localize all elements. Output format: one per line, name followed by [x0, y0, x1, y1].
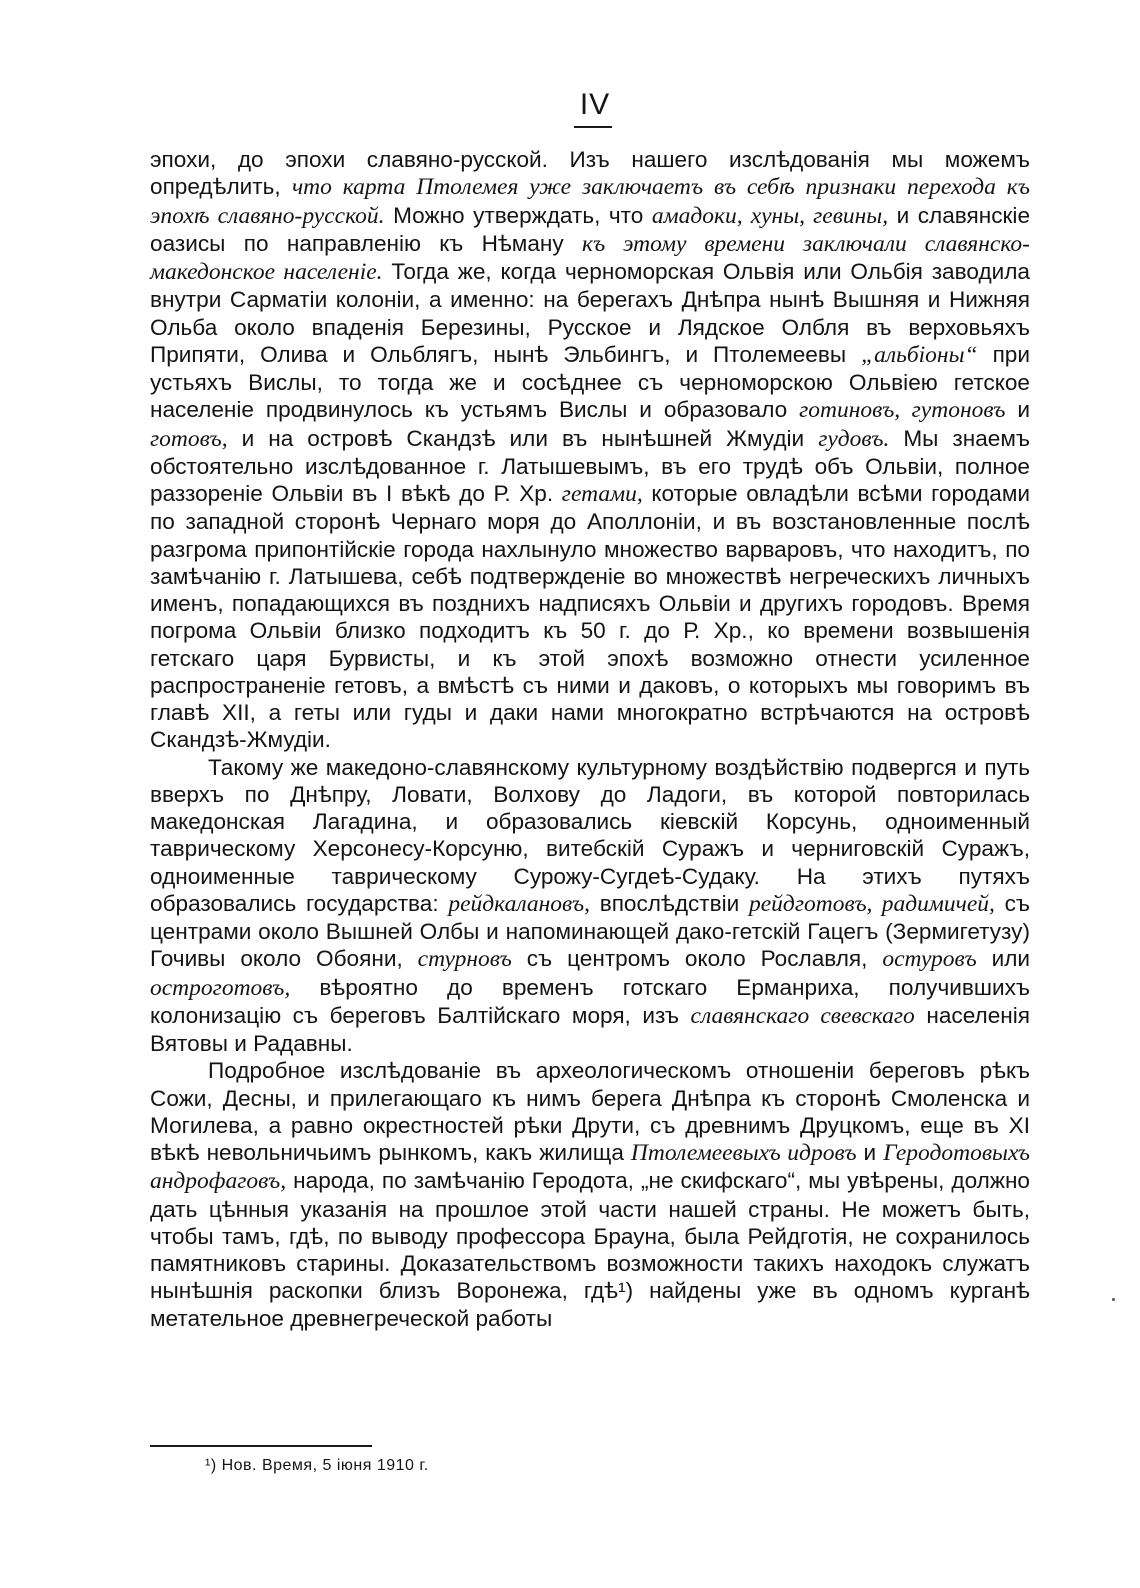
- text-run: и на островѣ Скандзѣ или въ нынѣшней Жмудіи: [227, 425, 819, 451]
- body-text: [150, 146, 1030, 1332]
- footnote-divider: [150, 1445, 372, 1447]
- footnote: ¹) Нов. Время, 5 іюня 1910 г.: [205, 1457, 429, 1474]
- text-run: Можно утверждать, что: [384, 202, 652, 228]
- text-run: Такому же македоно-славянскому культурному воздѣйствію подвергся и путь вверхъ по Днѣпру, Ловати, Волхову до Ладоги, въ которой повторилась македонская Лагадина, и образовались кіевскій Корсунь, одноименный таврическому Херсонесу-Корсуню, витебскій Суражъ и черниговскій Суражъ, одноименные таврическому Сурожу-Сугдеѣ-Судаку. На этихъ путяхъ образовались государства:: [150, 754, 1030, 916]
- text-run: Тогда же, когда черноморская Ольвія или Ольбія заводила внутри Сарматіи колоніи, а именно: на берегахъ Днѣпра нынѣ Вышняя и Нижняя Ольба около впаденія Березины, Русское и Лядское Олбля въ верховьяхъ Припяти, Олива и Ольблягъ, нынѣ Эльбингъ, и Птолемеевы: [150, 259, 1030, 367]
- italic-run: къ этому времени заключали славянско-македонское населеніе.: [150, 230, 1030, 285]
- italic-run: что карта Птолемея уже заключаетъ въ себѣ признаки перехода къ эпохѣ славяно-русской.: [150, 174, 1030, 229]
- text-run: вѣроятно до временъ готскаго Ерманриха, получившихъ колонизацію съ береговъ Балтійскаго моря, изъ: [150, 974, 1030, 1028]
- italic-run: гудовъ.: [818, 425, 890, 452]
- text-run: и: [1005, 397, 1030, 423]
- italic-run: рейдготовъ, радимичей,: [749, 890, 995, 917]
- text-run: народа, по замѣчанію Геродота, „не скифскаго“, мы увѣрены, должно дать цѣнныя указанія на прошлое этой части нашей страны. Не можетъ быть, чтобы тамъ, гдѣ, по выводу профессора Брауна, была Рейдготія, не сохранилось памятниковъ старины. Доказательствомъ возможности такихъ находокъ служатъ нынѣшнія раскопки близъ Воронежа, гдѣ¹) найдены уже въ одномъ курганѣ метательное древнегреческой работы: [150, 1168, 1030, 1331]
- italic-run: остроготовъ,: [150, 974, 291, 1001]
- text-run: или: [976, 946, 1031, 972]
- italic-run: Геродотовыхъ андрофаговъ,: [150, 1140, 1030, 1195]
- italic-run: славянскаго свевскаго: [690, 1002, 915, 1029]
- text-run: и: [856, 1140, 884, 1165]
- paragraph-1: [150, 146, 1030, 754]
- text-run: Подробное изслѣдованіе въ археологическомъ отношеніи береговъ рѣкъ Сожи, Десны, и прилегающаго къ нимъ берега Днѣпра къ сторонѣ Смоленска и Могилева, а равно окрестностей рѣки Друти, съ древнимъ Друцкомъ, еще въ XI вѣкѣ невольничьимъ рынкомъ, какъ жилища: [150, 1058, 1030, 1165]
- italic-run: амадоки, хуны, гевины,: [651, 202, 889, 229]
- italic-run: остуровъ: [882, 946, 977, 973]
- italic-run: готовъ,: [150, 425, 228, 452]
- text-run: съ центрами около Вышней Олбы и напоминающей дако-гетскій Гацегъ (Зермигетузу) Гочивы около Обояни,: [150, 890, 1030, 972]
- text-run: эпохи, до эпохи славяно-русской. Изъ нашего изслѣдованія мы можемъ опредѣлить,: [150, 147, 1030, 200]
- italic-run: рейдкалановъ,: [448, 890, 590, 917]
- italic-run: гетами,: [561, 481, 643, 507]
- text-run: населенія Вятовы и Радавны.: [150, 1002, 1030, 1056]
- print-speck: [1112, 1298, 1115, 1301]
- text-run: и славянскіе оазисы по направленію къ Нѣману: [150, 202, 1031, 256]
- paragraph-2: [150, 754, 1030, 1058]
- italic-run: готиновъ, гутоновъ: [799, 397, 1006, 424]
- text-run: Мы знаемъ обстоятельно изслѣдованное г. Латышевымъ, въ его трудѣ объ Ольвіи, полное раззореніе Ольвіи въ I вѣкѣ до Р. Хр.: [150, 425, 1030, 506]
- page-number-underline: [574, 126, 612, 128]
- text-run: впослѣдствіи: [590, 890, 749, 916]
- italic-run: „альбіоны“: [861, 341, 978, 368]
- text-run: которые овладѣли всѣми городами по западной сторонѣ Чернаго моря до Аполлоніи, и въ возстановленные послѣ разгрома припонтійскіе города нахлынуло множество варваровъ, что находитъ, по замѣчанію г. Латышева, себѣ подтвержденіе во множествѣ негреческихъ личныхъ именъ, попадающихся въ позднихъ надписяхъ Ольвіи и другихъ городовъ. Время погрома Ольвіи близко подходитъ къ 50 г. до Р. Хр., ко времени возвышенія гетскаго царя Бурвисты, и къ этой эпохѣ возможно отнести усиленное распространеніе гетовъ, а вмѣстѣ съ ними и даковъ, о которыхъ мы говоримъ въ главѣ XII, а геты или гуды и даки нами многократно встрѣчаются на островѣ Скандзѣ-Жмудіи.: [150, 481, 1031, 753]
- italic-run: Птолемеевыхъ идровъ: [630, 1140, 857, 1166]
- text-run: съ центромъ около Рославля,: [511, 946, 883, 972]
- paragraph-3: [150, 1057, 1030, 1332]
- italic-run: стурновъ: [417, 946, 512, 973]
- page-number: IV: [579, 88, 611, 121]
- text-run: при устьяхъ Вислы, то тогда же и сосѣднее съ черноморскою Ольвіею гетское населеніе продвинулось къ устьямъ Вислы и образовало: [150, 341, 1030, 423]
